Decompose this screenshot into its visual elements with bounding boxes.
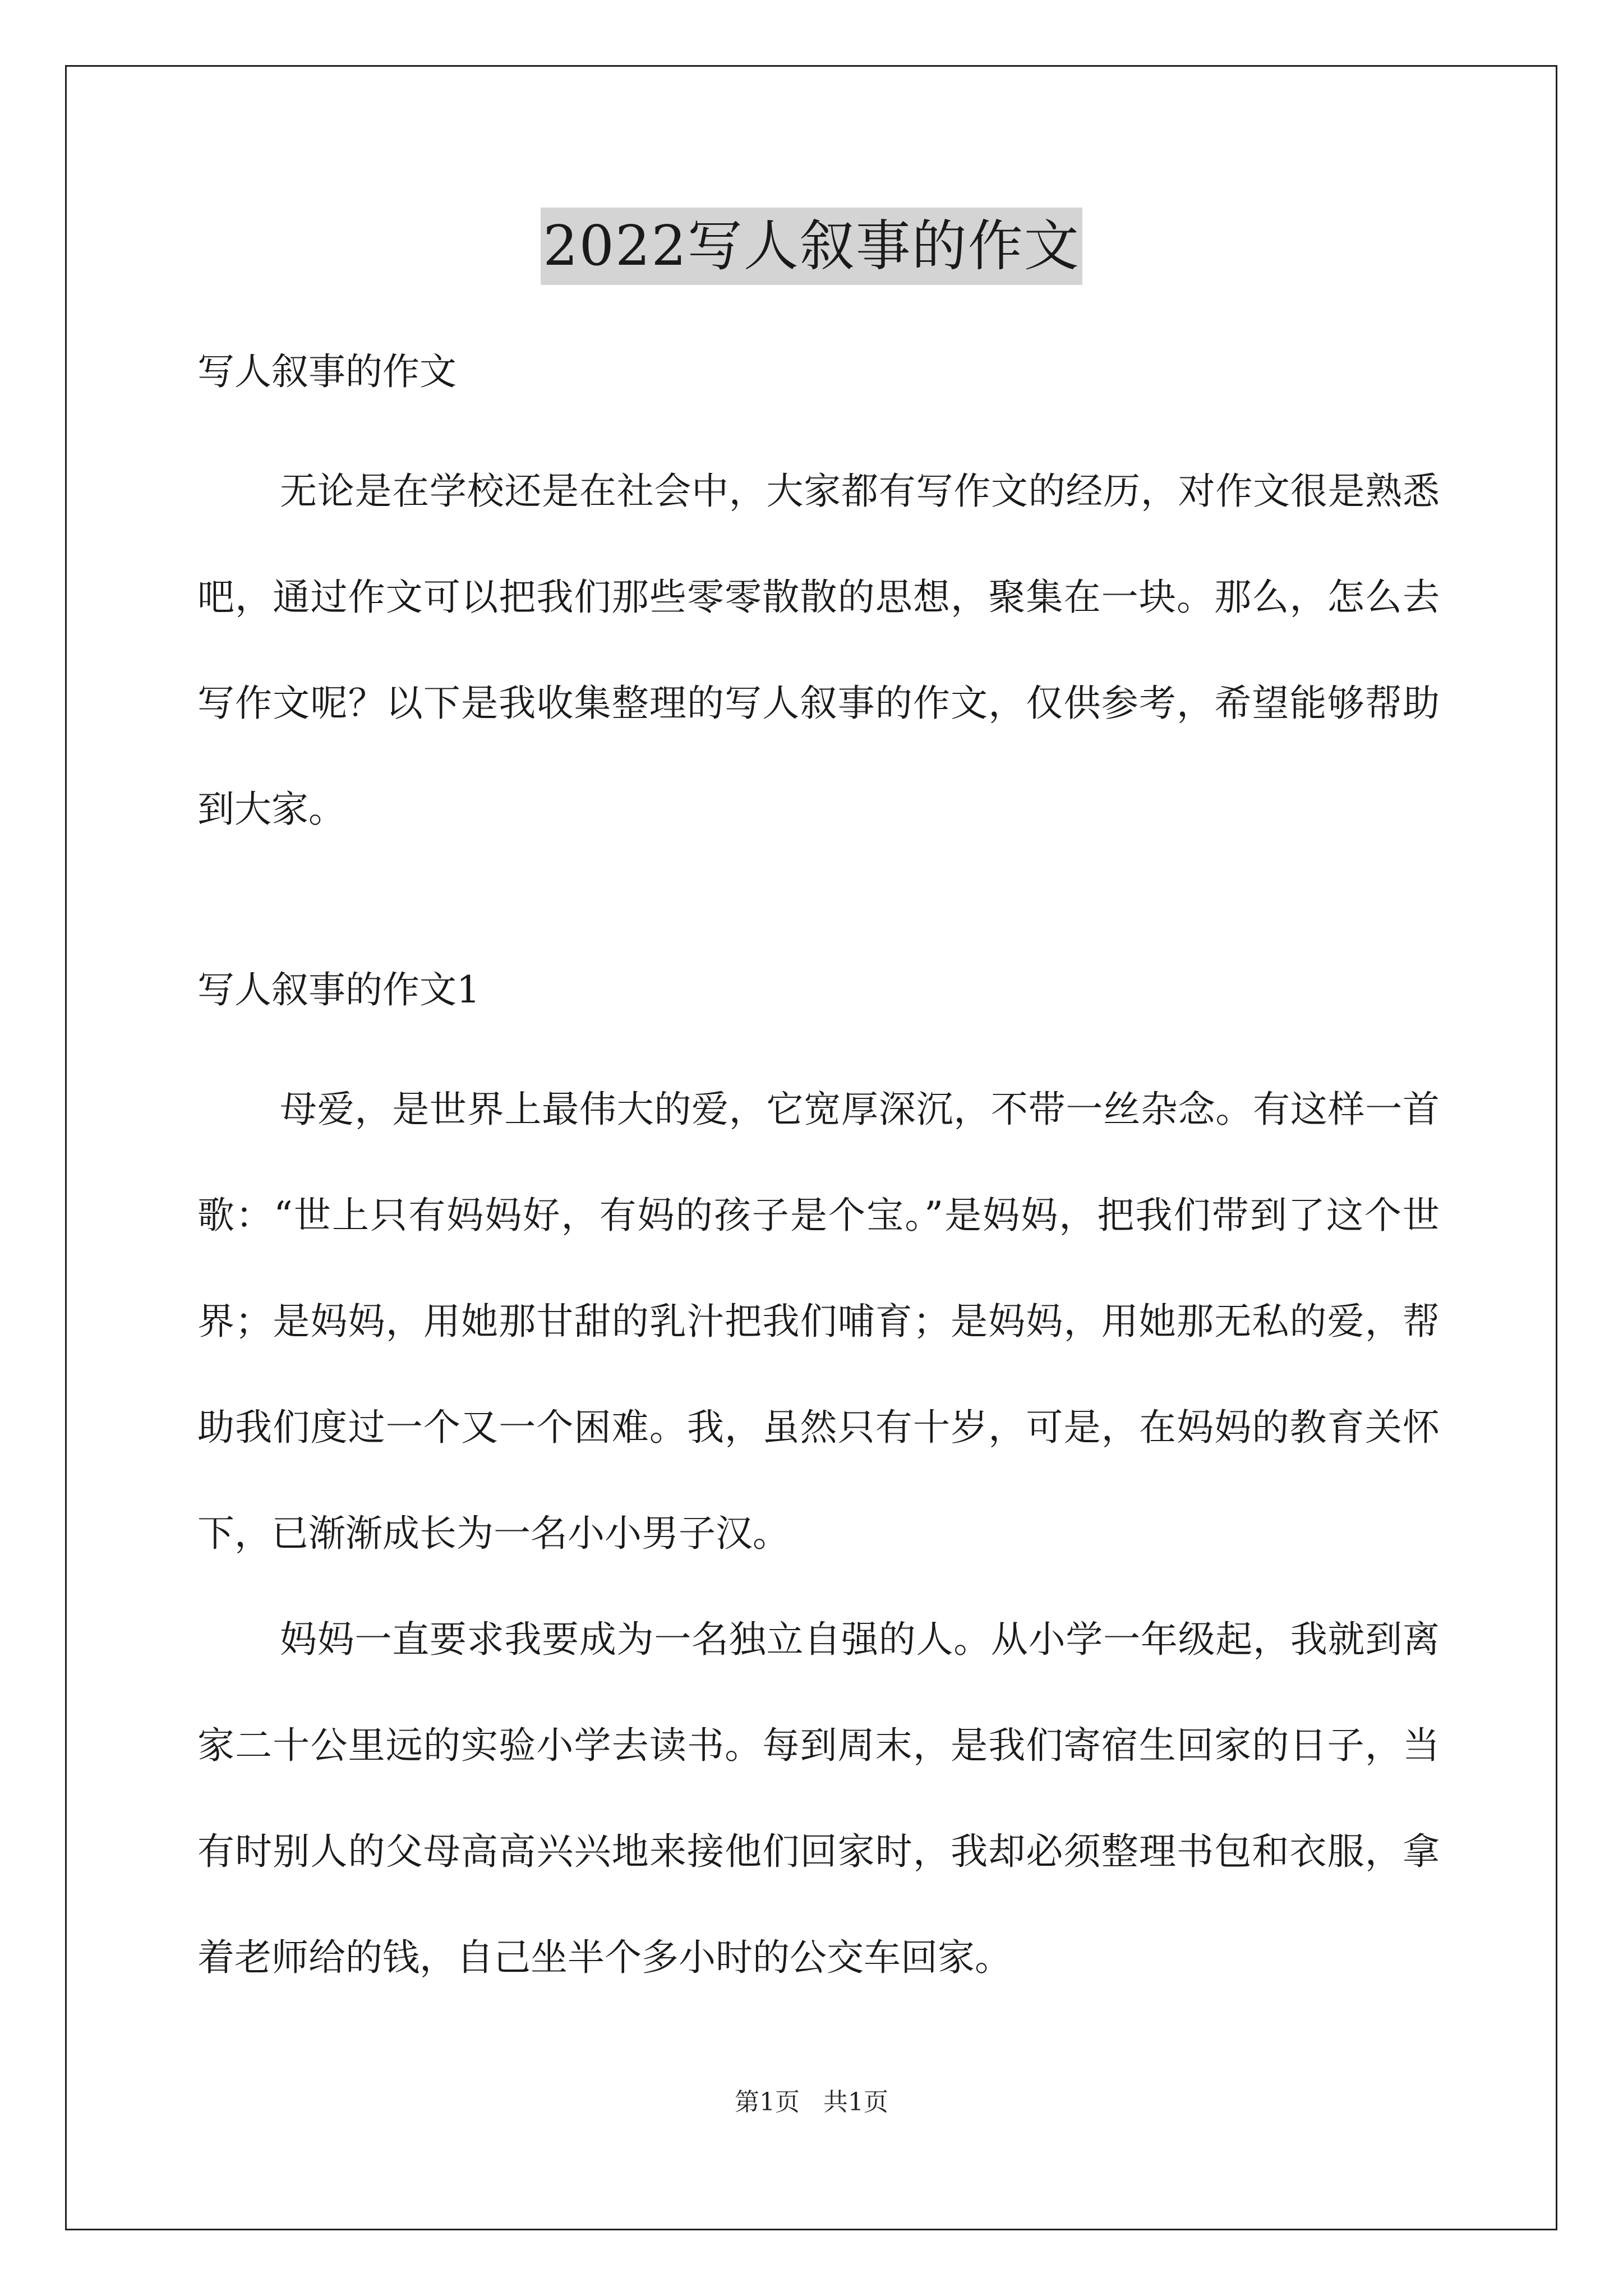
document-title: 2022写人叙事的作文 [541, 208, 1082, 285]
section-1-paragraph-1: 母爱，是世界上最伟大的爱，它宽厚深沉，不带一丝杂念。有这样一首歌：“世上只有妈妈好，有妈的孩子是个宝。”是妈妈，把我们带到了这个世界；是妈妈，用她那甘甜的乳汁把我们哺育；是妈妈，用她那无私的爱，帮助我们度过一个又一个困难。我，虽然只有十岁，可是，在妈妈的教育关怀下，已渐渐成长为一名小小男子汉。 [197, 1088, 1440, 1555]
section-1-heading: 写人叙事的作文1 [197, 968, 480, 1011]
page-number: 第1页 [735, 2088, 800, 2116]
page-footer [0, 2086, 1623, 2119]
document-body [197, 345, 1440, 2010]
title-container [0, 208, 1623, 285]
intro-heading: 写人叙事的作文 [197, 350, 457, 393]
page-total: 共1页 [823, 2088, 888, 2116]
section-1-paragraph-2: 妈妈一直要求我要成为一名独立自强的人。从小学一年级起，我就到离家二十公里远的实验小学去读书。每到周末，是我们寄宿生回家的日子，当有时别人的父母高高兴兴地来接他们回家时，我却必须整理书包和衣服，拿着老师给的钱，自己坐半个多小时的公交车回家。 [197, 1618, 1440, 1979]
intro-paragraph: 无论是在学校还是在社会中，大家都有写作文的经历，对作文很是熟悉吧，通过作文可以把我们那些零零散散的思想，聚集在一块。那么，怎么去写作文呢？以下是我收集整理的写人叙事的作文，仅供参考，希望能够帮助到大家。 [197, 470, 1440, 831]
